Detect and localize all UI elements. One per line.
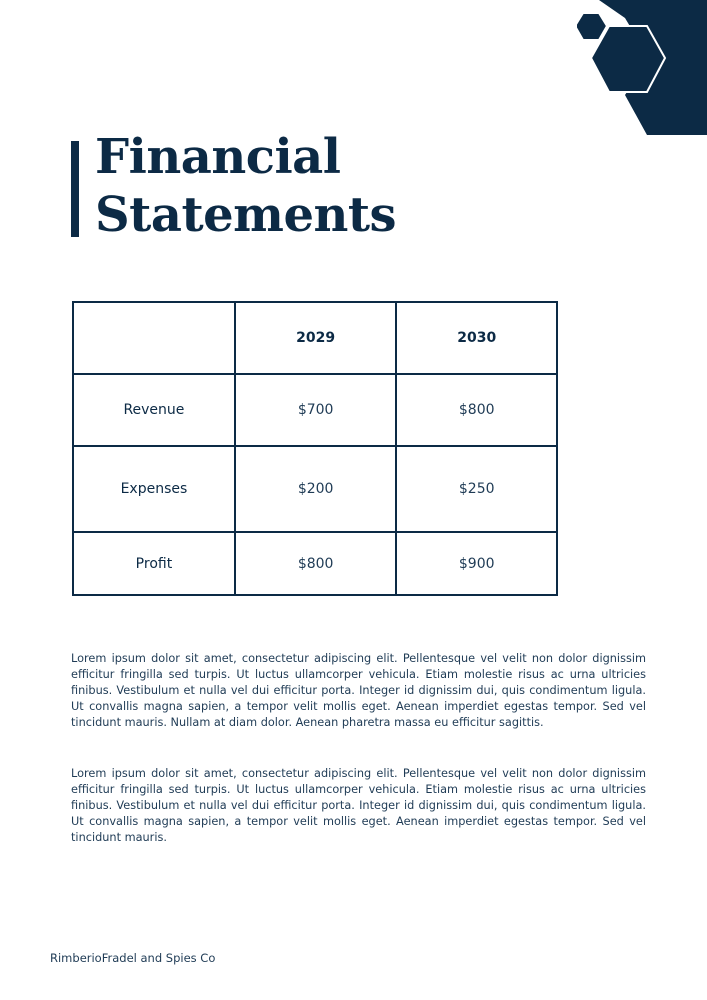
table-row bbox=[73, 532, 557, 595]
table-cell: $800 bbox=[235, 532, 397, 595]
page-title bbox=[95, 128, 396, 244]
table-header-cell-2030: 2030 bbox=[396, 302, 557, 374]
hexagon-decoration-icon bbox=[577, 0, 707, 135]
row-label-expenses: Expenses bbox=[73, 446, 235, 532]
financial-table bbox=[72, 301, 558, 596]
table-cell: $700 bbox=[235, 374, 397, 446]
table-row bbox=[73, 374, 557, 446]
row-label-profit: Profit bbox=[73, 532, 235, 595]
table-cell: $250 bbox=[396, 446, 557, 532]
table-header-cell-2029: 2029 bbox=[235, 302, 397, 374]
footer-company-name: RimberioFradel and Spies Co bbox=[50, 951, 216, 965]
row-label-revenue: Revenue bbox=[73, 374, 235, 446]
title-accent-bar bbox=[71, 141, 79, 237]
page-title-line-2: Statements bbox=[95, 187, 397, 243]
table-cell: $200 bbox=[235, 446, 397, 532]
page-title-line-1: Financial bbox=[95, 129, 341, 185]
table-cell: $800 bbox=[396, 374, 557, 446]
table-cell: $900 bbox=[396, 532, 557, 595]
table-header-row bbox=[73, 302, 557, 374]
body-paragraph-1: Lorem ipsum dolor sit amet, consectetur adipiscing elit. Pellentesque vel velit non dolor dignissim efficitur fringilla sed turpis. Ut luctus ullamcorper vehicula. Etiam molestie risus ac urna ultricies finibus. Vestibulum et nulla vel dui efficitur porta. Integer id dignissim dui, quis condimentum ligula. Ut convallis magna sapien, a tempor velit mollis eget. Aenean imperdiet egestas tempor. Sed vel tincidunt mauris. Nullam at diam dolor. Aenean pharetra massa eu efficitur sagittis. bbox=[71, 652, 646, 729]
body-paragraph-2: Lorem ipsum dolor sit amet, consectetur adipiscing elit. Pellentesque vel velit non dolor dignissim efficitur fringilla sed turpis. Ut luctus ullamcorper vehicula. Etiam molestie risus ac urna ultricies finibus. Vestibulum et nulla vel dui efficitur porta. Integer id dignissim dui, quis condimentum ligula. Ut convallis magna sapien, a tempor velit mollis eget. Aenean imperdiet egestas tempor. Sed vel tincidunt mauris. bbox=[71, 767, 646, 844]
table-header-cell-empty bbox=[73, 302, 235, 374]
table-row bbox=[73, 446, 557, 532]
